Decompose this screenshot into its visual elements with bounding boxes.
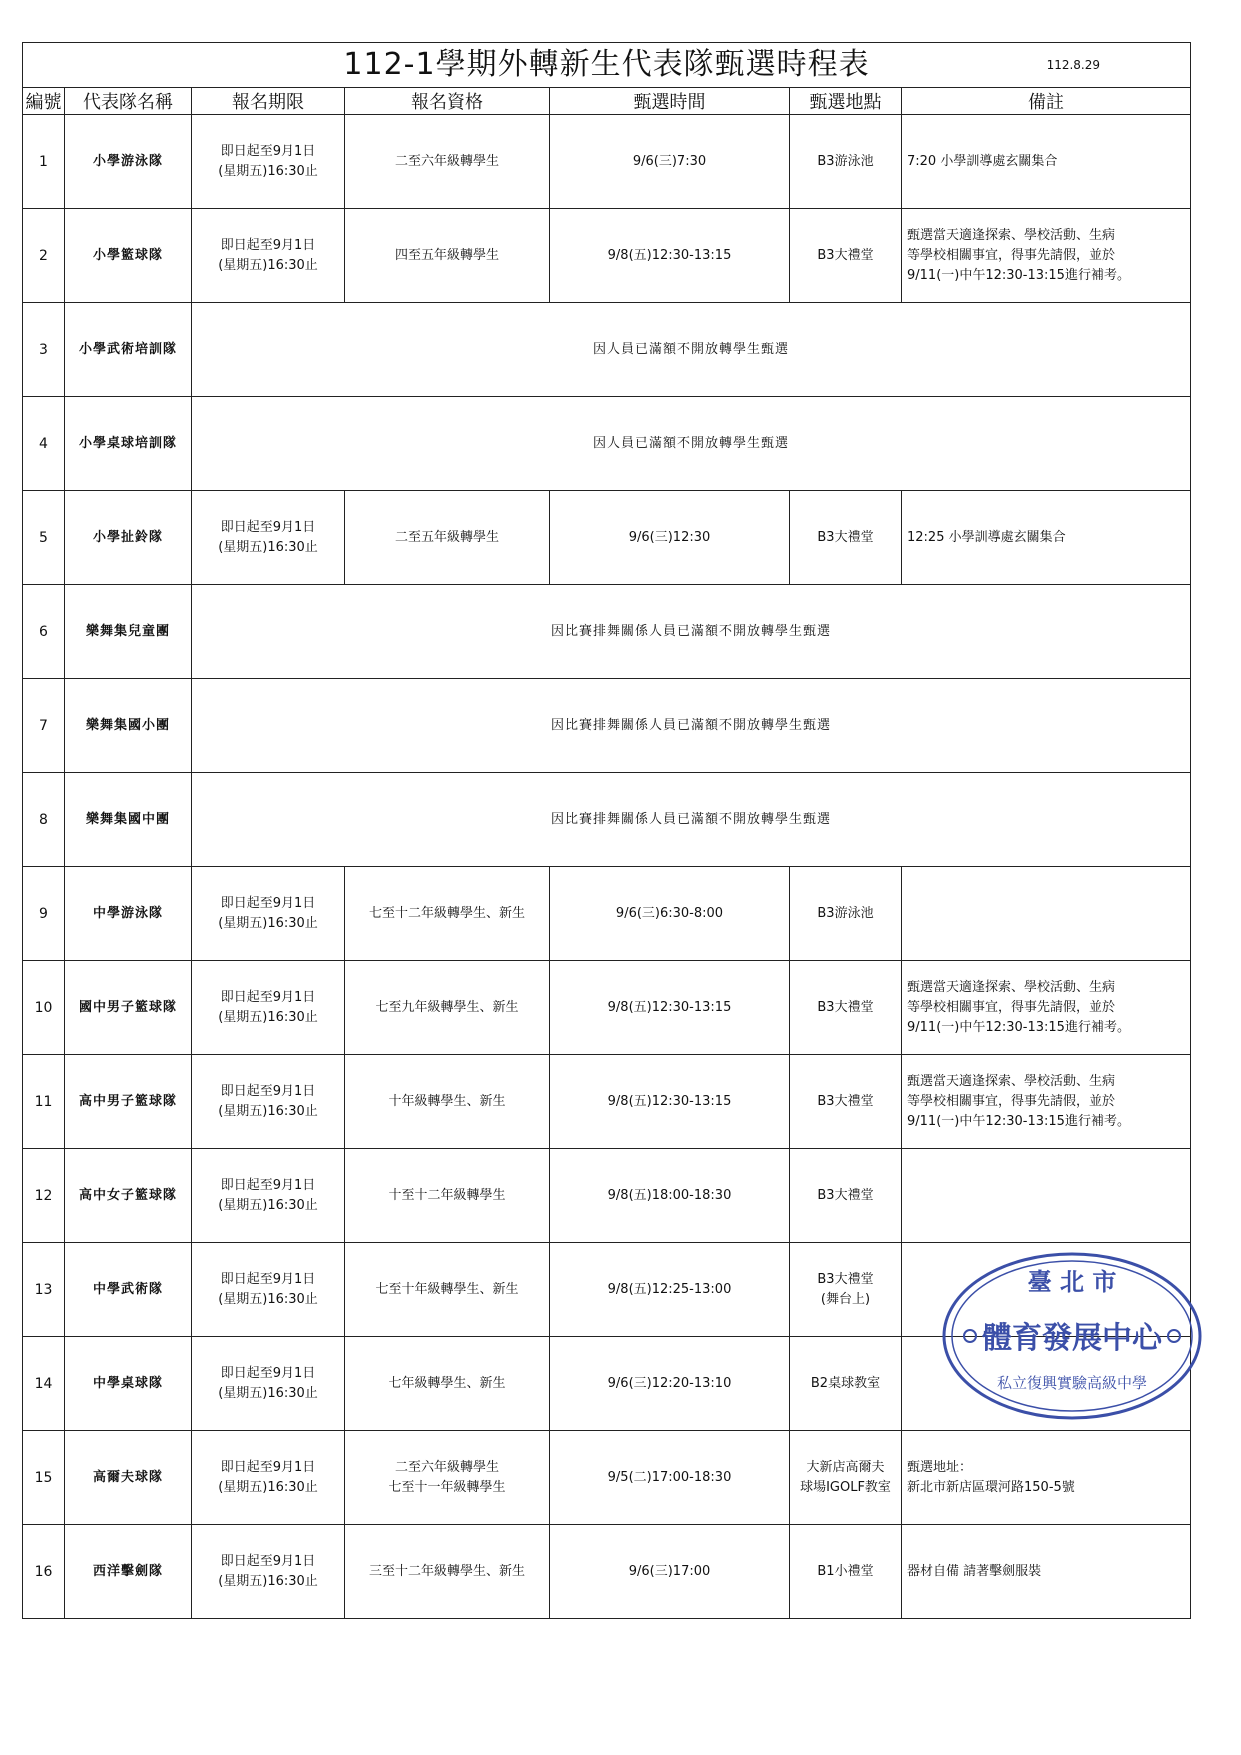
team-name: 西洋擊劍隊	[65, 1525, 192, 1619]
registration-deadline	[192, 491, 345, 585]
eligibility-line: 十年級轉學生、新生	[388, 1093, 506, 1109]
deadline-line: (星期五)16:30止	[218, 257, 318, 273]
deadline-line: 即日起至9月1日	[220, 519, 316, 535]
registration-deadline	[192, 1243, 345, 1337]
location-line: (舞台上)	[820, 1291, 871, 1307]
eligibility-line: 三至十二年級轉學生、新生	[368, 1563, 525, 1579]
row-number: 11	[23, 1055, 65, 1149]
table-row	[23, 115, 1191, 209]
selection-location	[790, 1243, 902, 1337]
team-name: 高爾夫球隊	[65, 1431, 192, 1525]
header-cell: 報名期限	[192, 88, 345, 115]
selection-time: 9/6(三)7:30	[550, 115, 790, 209]
selection-location	[790, 115, 902, 209]
registration-deadline	[192, 1149, 345, 1243]
row-number: 7	[23, 679, 65, 773]
team-name: 小學桌球培訓隊	[65, 397, 192, 491]
remarks	[902, 1525, 1191, 1619]
team-name: 中學桌球隊	[65, 1337, 192, 1431]
remarks	[902, 1149, 1191, 1243]
location-line: B3大禮堂	[817, 247, 874, 263]
deadline-line: (星期五)16:30止	[218, 1573, 318, 1589]
remark-line: 9/11(一)中午12:30-13:15進行補考。	[907, 1019, 1130, 1035]
location-line: B2桌球教室	[810, 1375, 881, 1391]
remark-line: 等學校相關事宜，得事先請假，並於	[907, 999, 1116, 1015]
team-name: 樂舞集國小團	[65, 679, 192, 773]
table-row	[23, 303, 1191, 397]
row-number: 14	[23, 1337, 65, 1431]
remark-line: 新北市新店區環河路150-5號	[907, 1479, 1075, 1495]
table-row	[23, 209, 1191, 303]
eligibility-line: 七年級轉學生、新生	[388, 1375, 506, 1391]
deadline-line: (星期五)16:30止	[218, 1103, 318, 1119]
selection-time: 9/8(五)12:25-13:00	[550, 1243, 790, 1337]
table-row	[23, 491, 1191, 585]
header-cell: 代表隊名稱	[65, 88, 192, 115]
header-cell: 甄選地點	[790, 88, 902, 115]
seal-bottom-text: 私立復興實驗高級中學	[996, 1374, 1148, 1392]
location-line: B3大禮堂	[817, 1271, 874, 1287]
eligibility	[345, 115, 550, 209]
remark-line: 等學校相關事宜，得事先請假，並於	[907, 247, 1116, 263]
deadline-line: (星期五)16:30止	[218, 1479, 318, 1495]
eligibility	[345, 1243, 550, 1337]
registration-deadline	[192, 1055, 345, 1149]
remarks	[902, 491, 1191, 585]
registration-deadline	[192, 961, 345, 1055]
row-number: 4	[23, 397, 65, 491]
table-row	[23, 867, 1191, 961]
row-number: 12	[23, 1149, 65, 1243]
registration-deadline	[192, 1337, 345, 1431]
remarks	[902, 115, 1191, 209]
team-name: 小學武術培訓隊	[65, 303, 192, 397]
selection-location	[790, 1525, 902, 1619]
eligibility-line: 七至十年級轉學生、新生	[375, 1281, 519, 1297]
closed-notice: 因人員已滿額不開放轉學生甄選	[192, 303, 1191, 397]
title-cell	[23, 43, 1191, 88]
table-row	[23, 1149, 1191, 1243]
selection-time: 9/8(五)12:30-13:15	[550, 209, 790, 303]
team-name: 小學游泳隊	[65, 115, 192, 209]
remark-line: 9/11(一)中午12:30-13:15進行補考。	[907, 1113, 1130, 1129]
eligibility-line: 七至十一年級轉學生	[388, 1479, 506, 1495]
table-row	[23, 585, 1191, 679]
eligibility	[345, 961, 550, 1055]
eligibility-line: 七至十二年級轉學生、新生	[368, 905, 525, 921]
deadline-line: (星期五)16:30止	[218, 163, 318, 179]
location-line: B3游泳池	[817, 153, 874, 169]
registration-deadline	[192, 209, 345, 303]
selection-time: 9/8(五)12:30-13:15	[550, 1055, 790, 1149]
selection-time: 9/5(二)17:00-18:30	[550, 1431, 790, 1525]
deadline-line: (星期五)16:30止	[218, 539, 318, 555]
remarks	[902, 961, 1191, 1055]
eligibility	[345, 1431, 550, 1525]
location-line: B1小禮堂	[817, 1563, 874, 1579]
row-number: 13	[23, 1243, 65, 1337]
row-number: 2	[23, 209, 65, 303]
row-number: 9	[23, 867, 65, 961]
team-name: 中學游泳隊	[65, 867, 192, 961]
closed-notice: 因比賽排舞關係人員已滿額不開放轉學生甄選	[192, 773, 1191, 867]
closed-notice: 因比賽排舞關係人員已滿額不開放轉學生甄選	[192, 679, 1191, 773]
location-line: B3大禮堂	[817, 1093, 874, 1109]
eligibility-line: 四至五年級轉學生	[394, 247, 499, 263]
eligibility	[345, 209, 550, 303]
remark-line: 器材自備 請著擊劍服裝	[907, 1563, 1042, 1579]
team-name: 小學扯鈴隊	[65, 491, 192, 585]
remarks	[902, 1055, 1191, 1149]
remarks	[902, 867, 1191, 961]
deadline-line: (星期五)16:30止	[218, 915, 318, 931]
eligibility-line: 二至六年級轉學生	[394, 1459, 499, 1475]
deadline-line: (星期五)16:30止	[218, 1197, 318, 1213]
header-cell: 備註	[902, 88, 1191, 115]
table-row	[23, 1525, 1191, 1619]
remark-line: 7:20 小學訓導處玄關集合	[907, 153, 1058, 169]
registration-deadline	[192, 867, 345, 961]
deadline-line: (星期五)16:30止	[218, 1009, 318, 1025]
seal-flower-icon	[1168, 1330, 1180, 1342]
remark-line: 甄選當天適逢探索、學校活動、生病	[907, 1073, 1116, 1089]
eligibility	[345, 491, 550, 585]
deadline-line: 即日起至9月1日	[220, 1459, 316, 1475]
location-line: B3大禮堂	[817, 999, 874, 1015]
selection-time: 9/8(五)18:00-18:30	[550, 1149, 790, 1243]
selection-location	[790, 1149, 902, 1243]
team-name: 樂舞集國中團	[65, 773, 192, 867]
team-name: 高中女子籃球隊	[65, 1149, 192, 1243]
selection-location	[790, 209, 902, 303]
eligibility-line: 二至六年級轉學生	[394, 153, 499, 169]
seal-middle-text: 體育發展中心	[982, 1321, 1162, 1356]
table-row	[23, 397, 1191, 491]
deadline-line: 即日起至9月1日	[220, 895, 316, 911]
remarks	[902, 1431, 1191, 1525]
location-line: 球場IGOLF教室	[800, 1479, 891, 1495]
location-line: 大新店高爾夫	[806, 1459, 885, 1475]
official-seal	[940, 1248, 1205, 1423]
selection-time: 9/6(三)12:20-13:10	[550, 1337, 790, 1431]
deadline-line: 即日起至9月1日	[220, 143, 316, 159]
seal-top-text: 臺 北 市	[1027, 1268, 1117, 1296]
table-row	[23, 961, 1191, 1055]
eligibility-line: 十至十二年級轉學生	[388, 1187, 506, 1203]
eligibility	[345, 1149, 550, 1243]
registration-deadline	[192, 1525, 345, 1619]
team-name: 中學武術隊	[65, 1243, 192, 1337]
table-row	[23, 773, 1191, 867]
team-name: 樂舞集兒童團	[65, 585, 192, 679]
row-number: 16	[23, 1525, 65, 1619]
row-number: 1	[23, 115, 65, 209]
deadline-line: 即日起至9月1日	[220, 1365, 316, 1381]
row-number: 10	[23, 961, 65, 1055]
row-number: 3	[23, 303, 65, 397]
remark-line: 甄選當天適逢探索、學校活動、生病	[907, 227, 1116, 243]
eligibility-line: 七至九年級轉學生、新生	[375, 999, 519, 1015]
deadline-line: 即日起至9月1日	[220, 1083, 316, 1099]
deadline-line: 即日起至9月1日	[220, 1271, 316, 1287]
deadline-line: 即日起至9月1日	[220, 1177, 316, 1193]
remark-line: 12:25 小學訓導處玄關集合	[907, 529, 1066, 545]
registration-deadline	[192, 1431, 345, 1525]
eligibility-line: 二至五年級轉學生	[394, 529, 499, 545]
row-number: 8	[23, 773, 65, 867]
document-date: 112.8.29	[1046, 58, 1101, 72]
row-number: 5	[23, 491, 65, 585]
eligibility	[345, 867, 550, 961]
deadline-line: 即日起至9月1日	[220, 237, 316, 253]
eligibility	[345, 1525, 550, 1619]
location-line: B3大禮堂	[817, 1187, 874, 1203]
header-cell: 編號	[23, 88, 65, 115]
selection-location	[790, 1055, 902, 1149]
selection-time: 9/6(三)12:30	[550, 491, 790, 585]
header-cell: 甄選時間	[550, 88, 790, 115]
row-number: 6	[23, 585, 65, 679]
selection-location	[790, 491, 902, 585]
location-line: B3游泳池	[817, 905, 874, 921]
deadline-line: (星期五)16:30止	[218, 1291, 318, 1307]
closed-notice: 因人員已滿額不開放轉學生甄選	[192, 397, 1191, 491]
selection-location	[790, 1337, 902, 1431]
table-row	[23, 679, 1191, 773]
header-cell: 報名資格	[345, 88, 550, 115]
table-row	[23, 1055, 1191, 1149]
team-name: 高中男子籃球隊	[65, 1055, 192, 1149]
page-title: 112-1學期外轉新生代表隊甄選時程表	[343, 47, 870, 82]
selection-location	[790, 867, 902, 961]
closed-notice: 因比賽排舞關係人員已滿額不開放轉學生甄選	[192, 585, 1191, 679]
remark-line: 甄選地址：	[907, 1459, 973, 1475]
selection-time: 9/6(三)6:30-8:00	[550, 867, 790, 961]
selection-time: 9/6(三)17:00	[550, 1525, 790, 1619]
deadline-line: 即日起至9月1日	[220, 1553, 316, 1569]
team-name: 國中男子籃球隊	[65, 961, 192, 1055]
remark-line: 等學校相關事宜，得事先請假，並於	[907, 1093, 1116, 1109]
table-row	[23, 1431, 1191, 1525]
remarks	[902, 209, 1191, 303]
header-row	[23, 88, 1191, 115]
deadline-line: (星期五)16:30止	[218, 1385, 318, 1401]
registration-deadline	[192, 115, 345, 209]
eligibility	[345, 1337, 550, 1431]
selection-location	[790, 1431, 902, 1525]
remark-line: 甄選當天適逢探索、學校活動、生病	[907, 979, 1116, 995]
deadline-line: 即日起至9月1日	[220, 989, 316, 1005]
row-number: 15	[23, 1431, 65, 1525]
remark-line: 9/11(一)中午12:30-13:15進行補考。	[907, 267, 1130, 283]
seal-flower-icon	[964, 1330, 976, 1342]
selection-time: 9/8(五)12:30-13:15	[550, 961, 790, 1055]
selection-location	[790, 961, 902, 1055]
team-name: 小學籃球隊	[65, 209, 192, 303]
location-line: B3大禮堂	[817, 529, 874, 545]
eligibility	[345, 1055, 550, 1149]
